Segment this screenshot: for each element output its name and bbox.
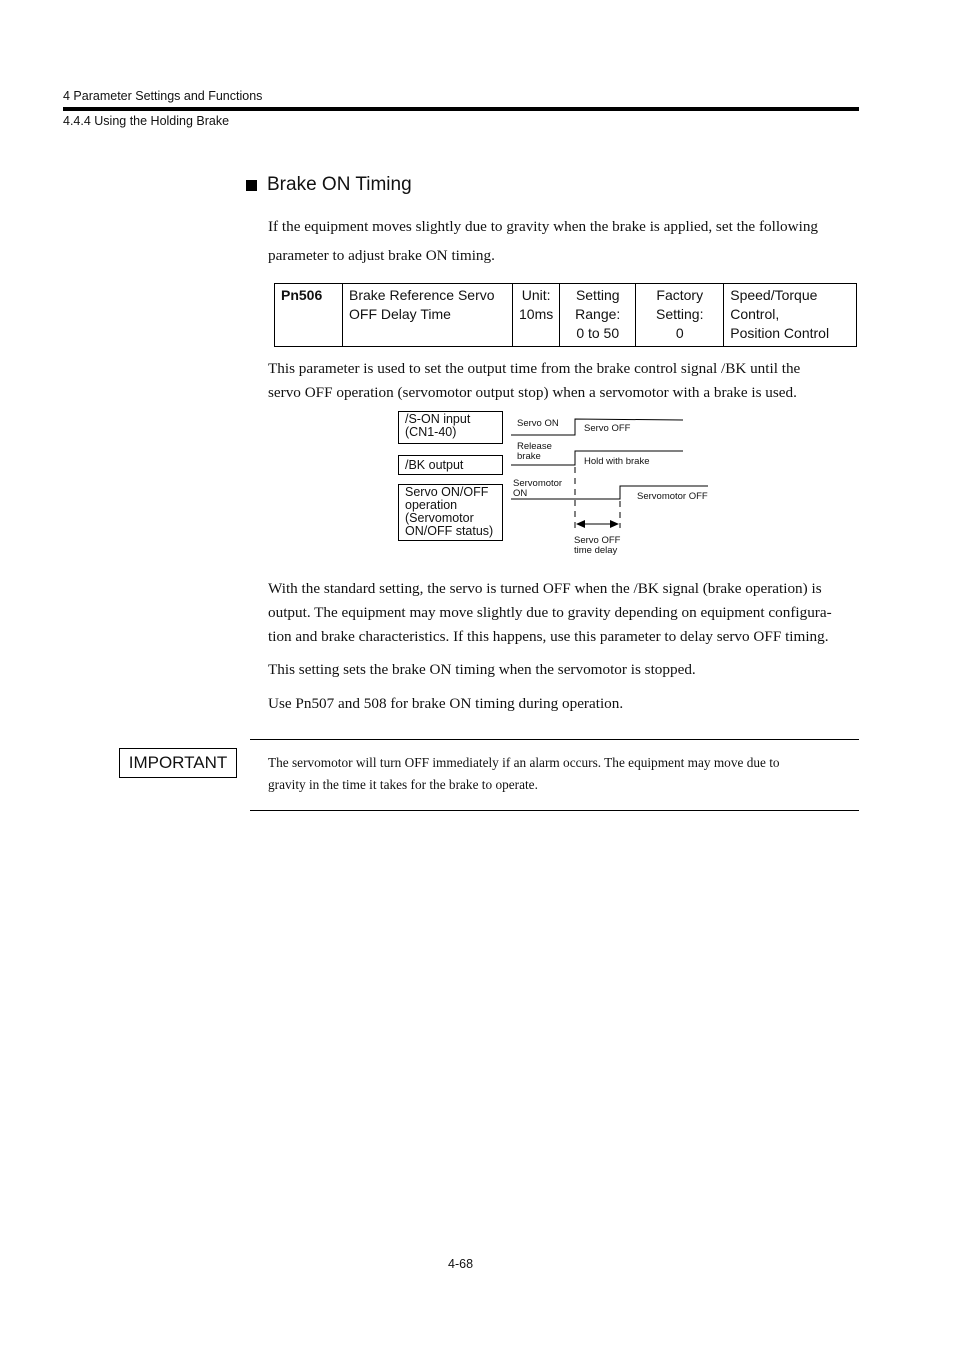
timing-chart bbox=[398, 410, 728, 560]
range-label: Range: bbox=[575, 306, 621, 322]
control-line: Position Control bbox=[730, 325, 830, 341]
param-code-cell: Pn506 bbox=[275, 284, 343, 347]
signal-label-line: (Servomotor bbox=[405, 511, 474, 525]
description-line: This parameter is used to set the output time from the brake control signal /BK until the bbox=[268, 360, 801, 377]
section-title-text: Brake ON Timing bbox=[267, 174, 412, 195]
hold-brake-label: Hold with brake bbox=[584, 456, 650, 467]
param-name-line: OFF Delay Time bbox=[349, 306, 451, 322]
servomotor-off-label: Servomotor OFF bbox=[637, 491, 708, 502]
factory-label: Factory bbox=[656, 287, 704, 303]
important-bottom-rule bbox=[250, 810, 859, 811]
important-text bbox=[268, 752, 780, 796]
param-range-cell bbox=[560, 284, 636, 347]
servo-on-label: Servo ON bbox=[517, 418, 559, 429]
body-line: tion and brake characteristics. If this happens, use this parameter to delay servo OFF timing. bbox=[268, 628, 829, 645]
delay-arrow-right-head bbox=[610, 520, 619, 528]
chapter-header: 4 Parameter Settings and Functions bbox=[63, 89, 263, 103]
table-row bbox=[275, 284, 857, 347]
delay-label bbox=[574, 536, 620, 556]
delay-label-line: Servo OFF bbox=[574, 535, 621, 546]
important-top-rule bbox=[250, 739, 859, 740]
servomotor-on-line: Servomotor bbox=[513, 478, 563, 489]
body-paragraph-2 bbox=[268, 658, 696, 682]
factory-value: 0 bbox=[675, 325, 684, 341]
release-brake-line: brake bbox=[517, 451, 541, 462]
range-value: 0 to 50 bbox=[576, 325, 620, 341]
delay-arrow-left-head bbox=[576, 520, 585, 528]
factory-label: Setting: bbox=[655, 306, 704, 322]
body-paragraph-1 bbox=[268, 577, 832, 649]
description-line: servo OFF operation (servomotor output stop) when a servomotor with a brake is used. bbox=[268, 384, 797, 401]
signal-label-line: operation bbox=[405, 498, 458, 512]
range-label: Setting bbox=[575, 287, 620, 303]
parameter-table bbox=[274, 283, 857, 347]
intro-line: If the equipment moves slightly due to gravity when the brake is applied, set the following bbox=[268, 218, 819, 235]
release-brake-label bbox=[517, 442, 552, 462]
intro-paragraph bbox=[268, 212, 818, 270]
param-name-line: Brake Reference Servo bbox=[349, 287, 495, 303]
description-paragraph bbox=[268, 357, 800, 405]
unit-value: 10ms bbox=[519, 306, 554, 322]
param-unit-cell bbox=[513, 284, 560, 347]
body-line: Use Pn507 and 508 for brake ON timing during operation. bbox=[268, 695, 624, 712]
delay-label-line: time delay bbox=[574, 545, 618, 556]
param-name-cell bbox=[343, 284, 513, 347]
signal-label-line: Servo ON/OFF bbox=[405, 485, 489, 499]
timing-waveforms bbox=[398, 410, 728, 560]
page-number: 4-68 bbox=[448, 1257, 474, 1271]
param-factory-cell bbox=[636, 284, 724, 347]
release-brake-line: Release bbox=[517, 441, 552, 452]
signal-label-line: (CN1-40) bbox=[405, 425, 457, 439]
important-line: The servomotor will turn OFF immediately if an alarm occurs. The equipment may move due to bbox=[268, 755, 780, 770]
header-rule bbox=[63, 107, 859, 111]
servomotor-on-line: ON bbox=[513, 488, 528, 499]
section-header: 4.4.4 Using the Holding Brake bbox=[63, 114, 230, 128]
signal-label-line: /BK output bbox=[405, 458, 464, 472]
body-line: output. The equipment may move slightly due to gravity depending on equipment configura- bbox=[268, 604, 832, 621]
section-title bbox=[246, 174, 412, 196]
intro-line: parameter to adjust brake ON timing. bbox=[268, 247, 495, 264]
signal-label-line: /S-ON input bbox=[405, 412, 471, 426]
control-line: Speed/Torque bbox=[730, 287, 818, 303]
control-line: Control, bbox=[730, 306, 780, 322]
body-line: This setting sets the brake ON timing when the servomotor is stopped. bbox=[268, 661, 696, 678]
servo-off-label: Servo OFF bbox=[584, 423, 631, 434]
important-line: gravity in the time it takes for the brake to operate. bbox=[268, 777, 538, 792]
unit-label: Unit: bbox=[521, 287, 551, 303]
important-label: IMPORTANT bbox=[119, 748, 237, 778]
square-bullet-icon bbox=[246, 180, 257, 191]
body-paragraph-3 bbox=[268, 692, 623, 716]
signal-label-line: ON/OFF status) bbox=[405, 524, 494, 538]
param-control-cell bbox=[724, 284, 857, 347]
body-line: With the standard setting, the servo is turned OFF when the /BK signal (brake operation) is bbox=[268, 580, 822, 597]
servomotor-on-label bbox=[513, 479, 562, 499]
